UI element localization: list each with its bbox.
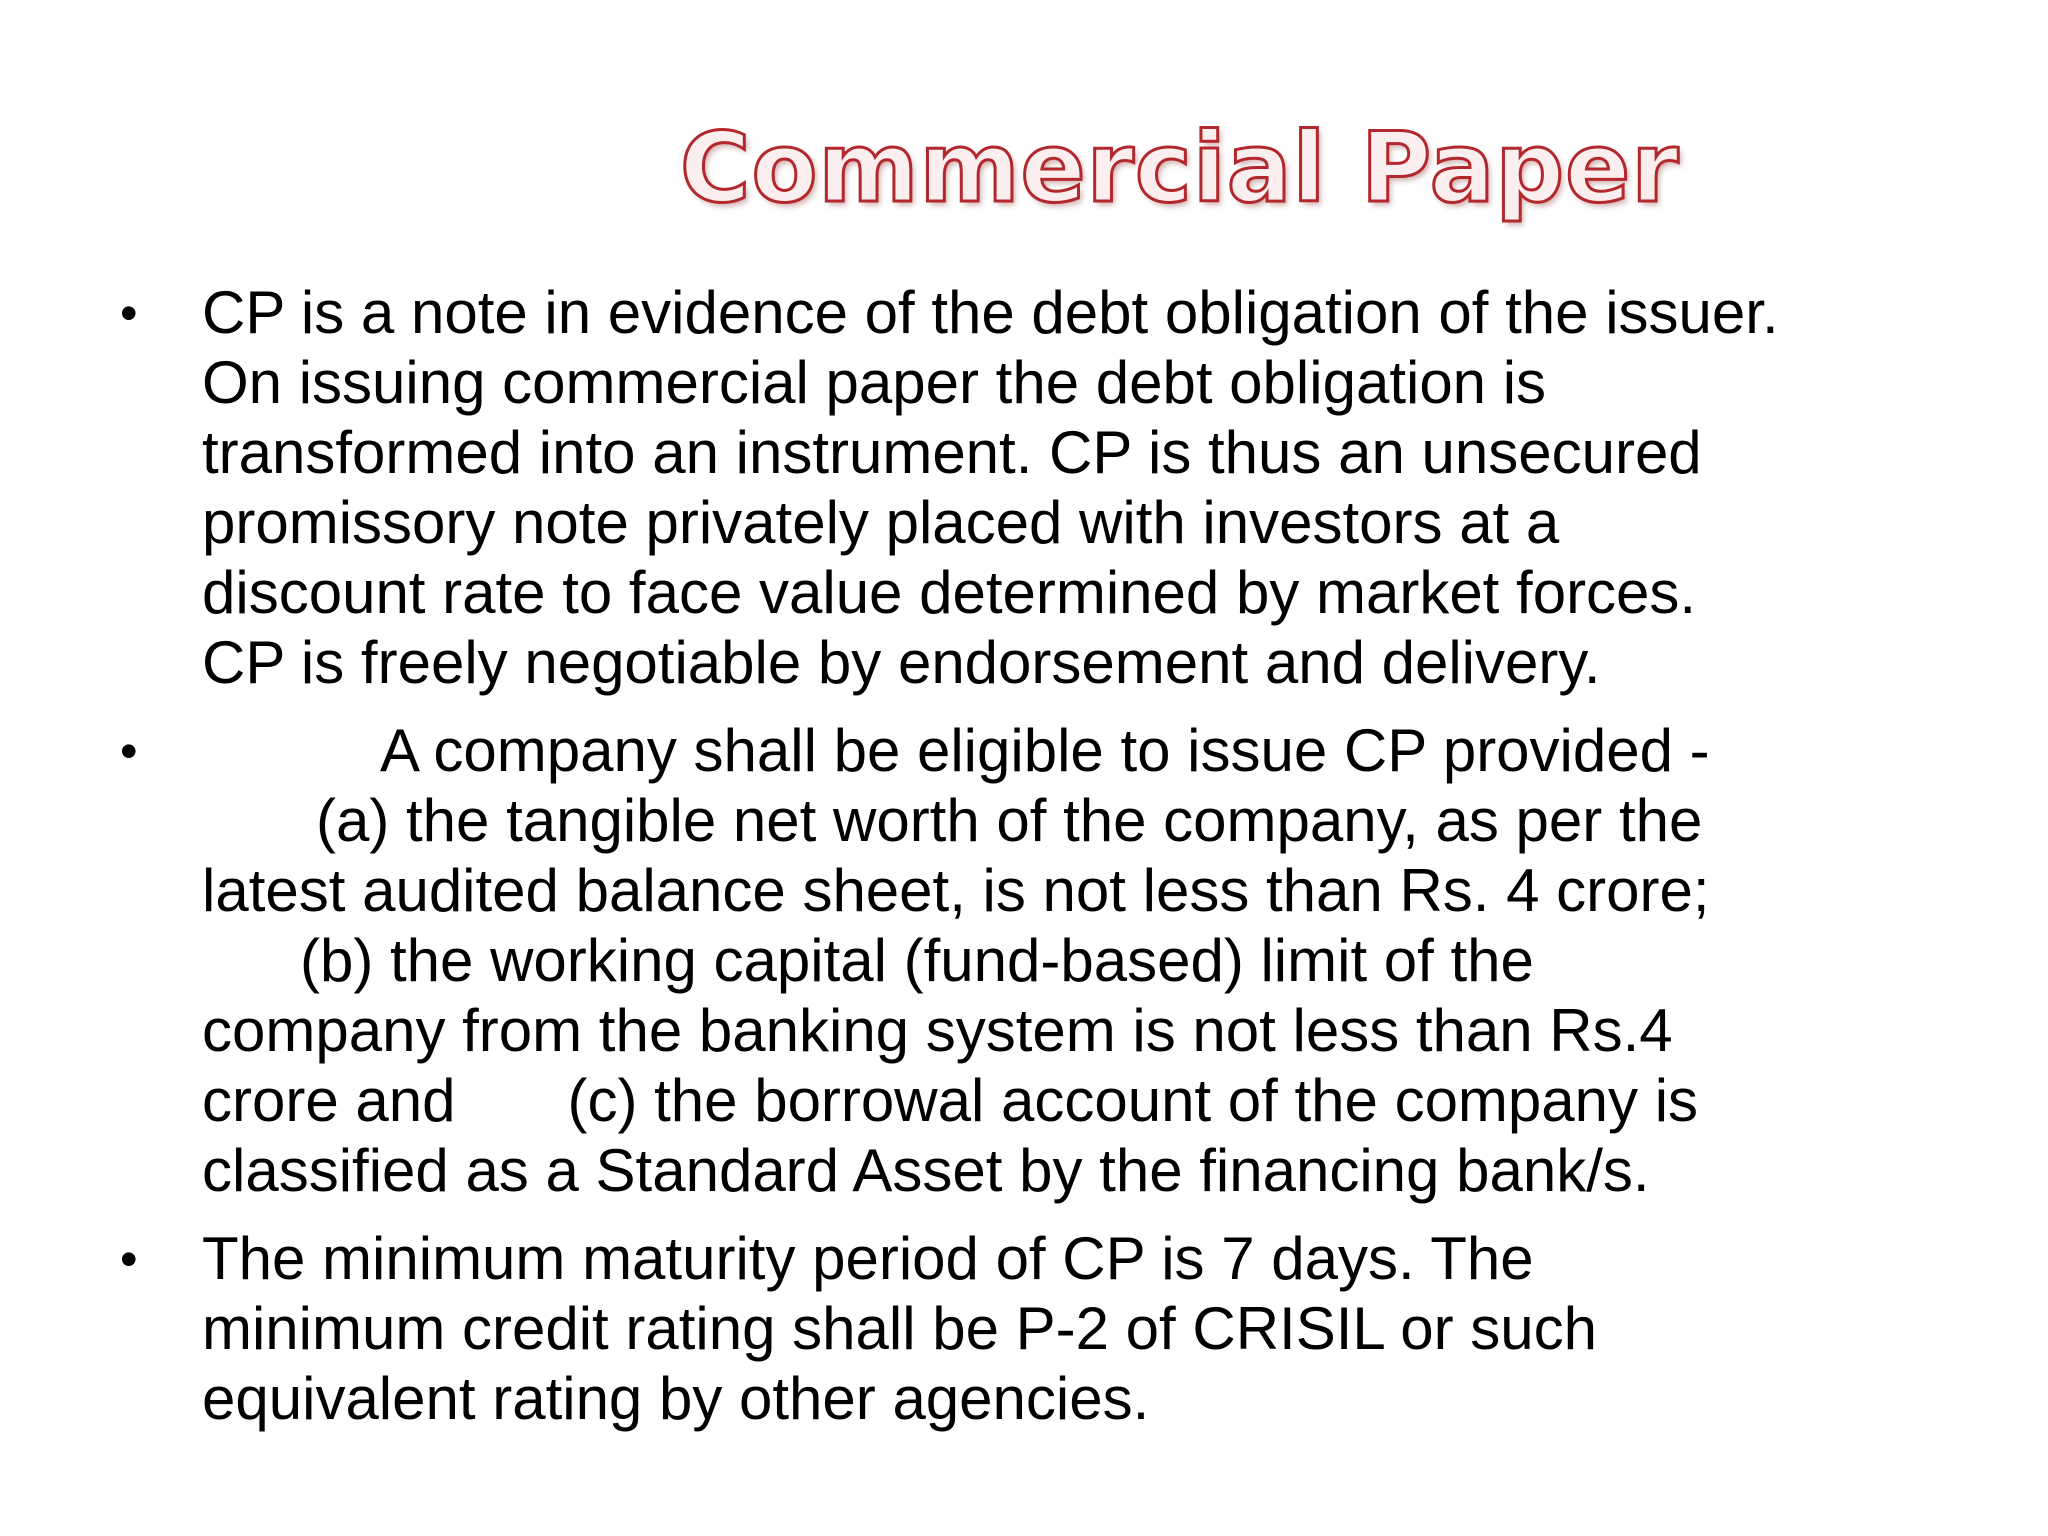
bullet-line: The minimum maturity period of CP is 7 days. The [202, 1225, 1534, 1292]
bullet-line: On issuing commercial paper the debt obligation is [202, 349, 1547, 416]
bullet-line: promissory note privately placed with investors at a [202, 489, 1560, 556]
bullet-line: transformed into an instrument. CP is thus an unsecured [202, 419, 1702, 486]
bullet-icon: • [120, 723, 138, 779]
bullet-line: (a) the tangible net worth of the company, as per the [316, 787, 1703, 854]
bullet-line: classified as a Standard Asset by the financing bank/s. [202, 1137, 1650, 1204]
bullet-line-part: (c) the borrowal account of the company is [567, 1067, 1699, 1134]
bullet-line: minimum credit rating shall be P-2 of CRISIL or such [202, 1295, 1597, 1362]
bullet-line: discount rate to face value determined by market forces. [202, 559, 1697, 626]
bullet-line: A company shall be eligible to issue CP provided - [380, 717, 1710, 784]
bullet-line: latest audited balance sheet, is not less than Rs. 4 crore; [202, 857, 1710, 924]
bullet-line: CP is a note in evidence of the debt obligation of the issuer. [202, 279, 1779, 346]
bullet-item [120, 716, 2000, 1206]
bullet-list [120, 278, 2000, 1452]
bullet-line-split [202, 1066, 2000, 1136]
bullet-line-part: crore and [202, 1067, 456, 1134]
bullet-line: CP is freely negotiable by endorsement and delivery. [202, 629, 1601, 696]
slide-title: Commercial Paper [680, 112, 1680, 224]
bullet-item [120, 1224, 2000, 1434]
bullet-icon: • [120, 285, 138, 341]
bullet-line: (b) the working capital (fund-based) limit of the [300, 927, 1534, 994]
bullet-icon: • [120, 1231, 138, 1287]
bullet-line: equivalent rating by other agencies. [202, 1365, 1150, 1432]
bullet-line: company from the banking system is not less than Rs.4 [202, 997, 1673, 1064]
bullet-item [120, 278, 2000, 698]
